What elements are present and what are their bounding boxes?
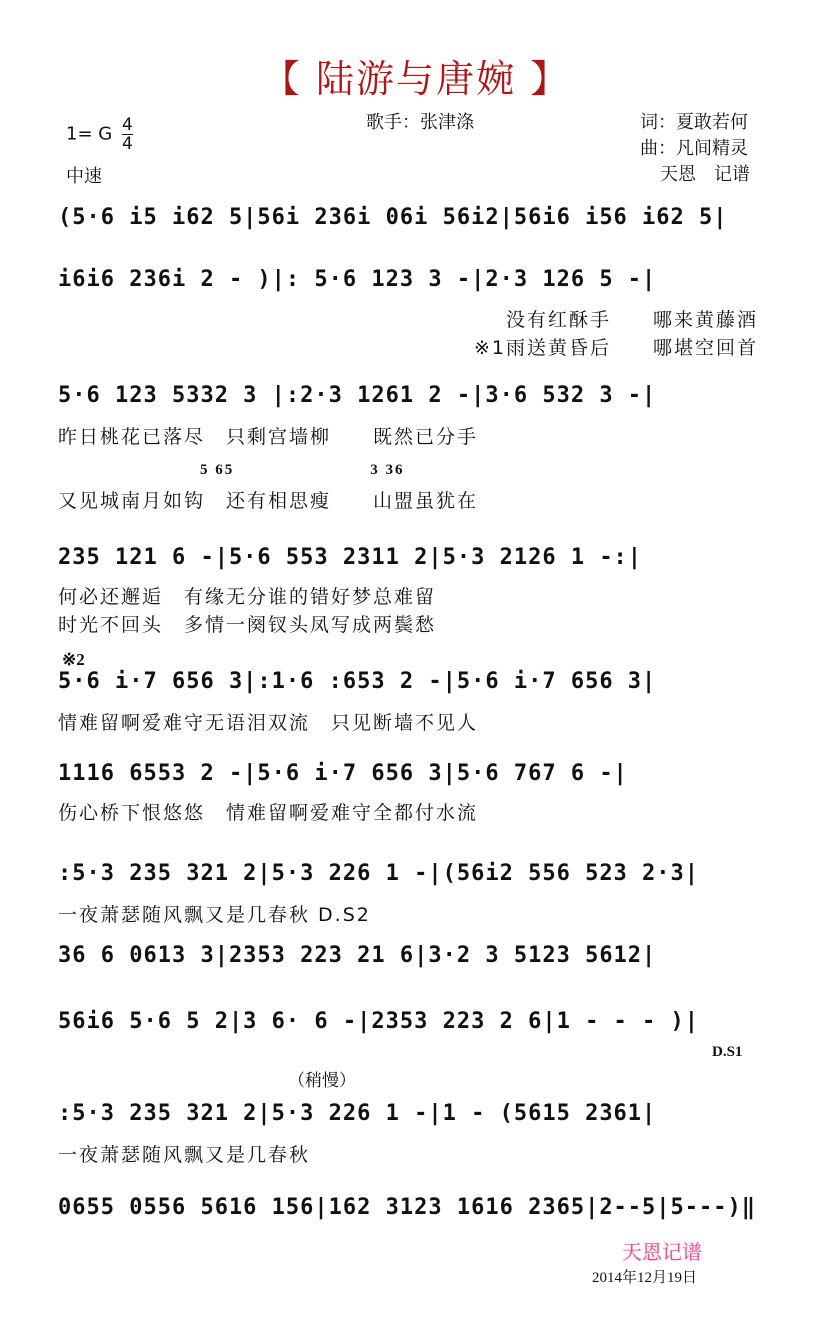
- ds1-mark: D.S1: [712, 1044, 743, 1060]
- composer: 曲：凡间精灵: [640, 138, 748, 159]
- key-signature: [66, 116, 133, 153]
- time-top: 4: [121, 115, 133, 135]
- lyric-line: 何必还邂逅 有缘无分谁的错好梦总难留: [58, 586, 437, 608]
- score-row-4: [58, 540, 778, 580]
- transcriber-stamp: 天恩记谱: [622, 1240, 702, 1264]
- key-label: 1= G: [66, 123, 113, 145]
- singer: 歌手：张津涤: [366, 112, 474, 133]
- tempo: 中速: [66, 166, 102, 187]
- notes: 0655 0556 5616 156|162 3123 1616 2365|2--5|5---)‖: [58, 1194, 757, 1220]
- notes: 56i6 5·6 5 2|3 6· 6 -|2353 223 2 6|1 - - - )|: [58, 1008, 700, 1034]
- score-row-1: [58, 200, 778, 240]
- notes: (5·6 i5 i62 5|56i 236i 06i 56i2|56i6 i56 i62 5|: [58, 204, 728, 230]
- lyric-line: 没有红酥手 哪来黄藤酒: [505, 309, 758, 331]
- time-bottom: 4: [121, 134, 133, 154]
- score-row-8: [58, 938, 778, 978]
- page-title: 【 陆游与唐婉 】: [261, 57, 571, 101]
- alt-notes: 5 65 3 36: [200, 462, 405, 478]
- notes: :5·3 235 321 2|5·3 226 1 -|1 - (5615 2361|: [58, 1100, 657, 1126]
- notes: :5·3 235 321 2|5·3 226 1 -|(56i2 556 523 2·3|: [58, 860, 700, 886]
- date: 2014年12月19日: [592, 1270, 698, 1286]
- score-row-6: [58, 756, 778, 796]
- transcriber: 天恩 记谱: [660, 164, 750, 185]
- notes: 5·6 i·7 656 3|:1·6 :653 2 -|5·6 i·7 656 3|: [58, 668, 657, 694]
- lyric-line: 时光不回头 多情一阕钗头凤写成两鬓愁: [58, 614, 437, 636]
- score-row-11: [58, 1190, 778, 1230]
- score-row-9: [58, 1004, 778, 1044]
- lyricist: 词：夏敢若何: [640, 112, 748, 133]
- lyric-line: 一夜萧瑟随风飘又是几春秋: [58, 1144, 311, 1166]
- score-row-10: [58, 1096, 778, 1136]
- score-row-7: [58, 856, 778, 896]
- lyric-line: 一夜萧瑟随风飘又是几春秋 D.S2: [58, 904, 371, 926]
- notes: 5·6 123 5332 3 |:2·3 1261 2 -|3·6 532 3 -|: [58, 382, 657, 408]
- lyric-line: ※1雨送黄昏后 哪堪空回首: [473, 337, 758, 359]
- lyric-line: 伤心桥下恨悠悠 情难留啊爱难守全都付水流: [58, 802, 479, 824]
- lyric-line: 昨日桃花已落尽 只剩宫墙柳 既然已分手: [58, 426, 479, 448]
- score-row-2: [58, 262, 778, 302]
- lyric-line: 又见城南月如钩 还有相思瘦 山盟虽犹在: [58, 490, 479, 512]
- time-signature: [122, 116, 133, 153]
- notes: 235 121 6 -|5·6 553 2311 2|5·3 2126 1 -:|: [58, 544, 643, 570]
- score-row-3: [58, 378, 778, 418]
- notes: 36 6 0613 3|2353 223 21 6|3·2 3 5123 5612|: [58, 942, 657, 968]
- segno-2: ※2: [62, 650, 85, 669]
- tempo-slower: （稍慢）: [288, 1071, 356, 1091]
- score-row-5: [58, 664, 778, 704]
- lyric-line: 情难留啊爱难守无语泪双流 只见断墙不见人: [58, 712, 479, 734]
- notes: i6i6 236i 2 - )|: 5·6 123 3 -|2·3 126 5 -|: [58, 266, 657, 292]
- notes: 1116 6553 2 -|5·6 i·7 656 3|5·6 767 6 -|: [58, 760, 628, 786]
